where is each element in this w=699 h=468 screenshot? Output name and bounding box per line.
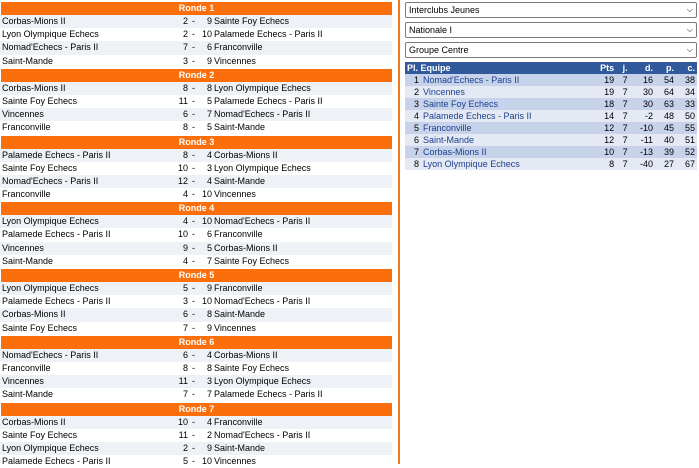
match-row	[0, 82, 392, 95]
games-played: 7	[616, 98, 629, 110]
position: 8	[405, 158, 421, 170]
score-separator: -	[192, 255, 195, 266]
home-score: 10	[177, 416, 188, 427]
score-separator: -	[192, 242, 195, 253]
match-row	[0, 295, 392, 308]
away-team: Nomad'Echecs - Paris II	[214, 296, 311, 307]
away-score: 8	[206, 309, 212, 320]
score-separator: -	[192, 442, 195, 453]
team-name[interactable]: Corbas-Mions II	[421, 146, 589, 158]
home-score: 7	[182, 322, 188, 333]
home-team: Lyon Olympique Echecs	[2, 216, 99, 227]
division-select[interactable]	[405, 22, 697, 38]
position: 6	[405, 134, 421, 146]
points: 10	[589, 146, 616, 158]
score-separator: -	[192, 362, 195, 373]
score-separator: -	[192, 283, 195, 293]
standings-panel	[405, 0, 697, 170]
points-for: 63	[655, 98, 676, 110]
points-for: 45	[655, 122, 676, 134]
score-separator: -	[192, 376, 195, 387]
away-team: Palamede Echecs - Paris II	[214, 29, 323, 40]
match-row	[0, 228, 392, 241]
home-team: Saint-Mande	[2, 55, 54, 66]
games-played: 7	[616, 122, 629, 134]
score-separator: -	[192, 162, 195, 173]
match-row	[0, 429, 392, 442]
position: 2	[405, 86, 421, 98]
games-played: 7	[616, 86, 629, 98]
home-team: Palamede Echecs - Paris II	[2, 149, 111, 160]
difference: -11	[630, 134, 655, 146]
position: 3	[405, 98, 421, 110]
position: 7	[405, 146, 421, 158]
away-score: 9	[206, 283, 212, 293]
score-separator: -	[192, 109, 195, 120]
away-team: Franconville	[214, 283, 263, 293]
group-select[interactable]	[405, 42, 697, 58]
home-team: Vincennes	[2, 242, 44, 253]
home-team: Corbas-Mions II	[2, 309, 66, 320]
home-score: 4	[182, 255, 188, 266]
score-separator: -	[192, 229, 195, 240]
match-row	[0, 215, 392, 228]
away-team: Franconville	[214, 42, 263, 53]
home-team: Palamede Echecs - Paris II	[2, 456, 111, 467]
points-against: 34	[676, 86, 697, 98]
away-team: Vincennes	[214, 55, 256, 66]
home-score: 6	[182, 309, 188, 320]
home-team: Franconville	[2, 362, 51, 373]
standings-row	[405, 146, 697, 158]
header-pts: Pts	[589, 62, 616, 74]
points-against: 51	[676, 134, 697, 146]
away-team: Saint-Mande	[214, 175, 266, 186]
away-score: 8	[206, 362, 212, 373]
score-separator: -	[192, 175, 195, 186]
points-for: 54	[655, 74, 676, 86]
round-header: Ronde 4	[1, 202, 392, 215]
home-score: 2	[182, 16, 188, 26]
away-team: Saint-Mande	[214, 442, 266, 453]
division-select-value: Nationale I	[409, 25, 453, 35]
competition-select[interactable]	[405, 2, 697, 18]
away-team: Saint-Mande	[214, 122, 266, 133]
points-for: 40	[655, 134, 676, 146]
points: 14	[589, 110, 616, 122]
away-score: 2	[206, 429, 212, 440]
away-score: 3	[206, 376, 212, 387]
games-played: 7	[616, 134, 629, 146]
difference: -10	[630, 122, 655, 134]
home-team: Saint-Mande	[2, 389, 54, 400]
home-score: 9	[182, 242, 188, 253]
home-score: 8	[182, 149, 188, 160]
match-row	[0, 416, 392, 429]
points-against: 52	[676, 146, 697, 158]
home-score: 5	[182, 283, 188, 293]
score-separator: -	[192, 149, 195, 160]
chevron-down-icon: ⌵	[686, 45, 693, 54]
home-score: 8	[182, 362, 188, 373]
match-row	[0, 388, 392, 401]
team-name[interactable]: Franconville	[421, 122, 589, 134]
difference: -13	[630, 146, 655, 158]
panel-divider	[398, 0, 400, 464]
home-team: Sainte Foy Echecs	[2, 95, 78, 106]
match-row	[0, 121, 392, 134]
away-score: 10	[201, 216, 212, 227]
away-score: 10	[201, 189, 212, 200]
position: 1	[405, 74, 421, 86]
home-team: Franconville	[2, 189, 51, 200]
away-score: 7	[206, 389, 212, 400]
home-score: 2	[182, 442, 188, 453]
away-team: Nomad'Echecs - Paris II	[214, 216, 311, 227]
home-team: Palamede Echecs - Paris II	[2, 296, 111, 307]
away-score: 6	[206, 229, 212, 240]
games-played: 7	[616, 146, 629, 158]
score-separator: -	[192, 322, 195, 333]
home-team: Saint-Mande	[2, 255, 54, 266]
match-row	[0, 322, 392, 335]
away-team: Franconville	[214, 416, 263, 427]
points: 18	[589, 98, 616, 110]
home-score: 7	[182, 389, 188, 400]
score-separator: -	[192, 429, 195, 440]
difference: -2	[630, 110, 655, 122]
home-score: 6	[182, 349, 188, 360]
match-row	[0, 349, 392, 362]
points-for: 64	[655, 86, 676, 98]
team-name[interactable]: Palamede Echecs - Paris II	[421, 110, 589, 122]
score-separator: -	[192, 309, 195, 320]
round-header: Ronde 3	[1, 136, 392, 149]
score-separator: -	[192, 389, 195, 400]
home-team: Sainte Foy Echecs	[2, 429, 78, 440]
chevron-down-icon: ⌵	[686, 5, 693, 14]
standings-row	[405, 134, 697, 146]
score-separator: -	[192, 216, 195, 227]
group-select-value: Groupe Centre	[409, 45, 469, 55]
points-for: 39	[655, 146, 676, 158]
team-name[interactable]: Vincennes	[421, 86, 589, 98]
match-row	[0, 162, 392, 175]
competition-select-value: Interclubs Jeunes	[409, 5, 480, 15]
score-separator: -	[192, 122, 195, 133]
home-team: Lyon Olympique Echecs	[2, 442, 99, 453]
header-d: d.	[630, 62, 655, 74]
home-score: 10	[177, 162, 188, 173]
match-row	[0, 41, 392, 54]
header-p: p.	[655, 62, 676, 74]
score-separator: -	[192, 95, 195, 106]
match-row	[0, 375, 392, 388]
points: 8	[589, 158, 616, 170]
away-score: 5	[206, 122, 212, 133]
home-team: Lyon Olympique Echecs	[2, 283, 99, 293]
standings-header-row	[405, 62, 697, 74]
away-score: 8	[206, 82, 212, 93]
points-against: 55	[676, 122, 697, 134]
position: 5	[405, 122, 421, 134]
away-team: Sainte Foy Echecs	[214, 16, 290, 26]
score-separator: -	[192, 456, 195, 467]
games-played: 7	[616, 110, 629, 122]
match-row	[0, 255, 392, 268]
away-score: 4	[206, 416, 212, 427]
match-row	[0, 188, 392, 201]
match-row	[0, 362, 392, 375]
home-score: 4	[182, 216, 188, 227]
away-team: Lyon Olympique Echecs	[214, 162, 311, 173]
standings-row	[405, 74, 697, 86]
score-separator: -	[192, 29, 195, 40]
away-score: 9	[206, 55, 212, 66]
home-score: 6	[182, 109, 188, 120]
away-score: 7	[206, 255, 212, 266]
away-score: 10	[201, 29, 212, 40]
match-row	[0, 15, 392, 28]
score-separator: -	[192, 416, 195, 427]
match-row	[0, 308, 392, 321]
round-header: Ronde 2	[1, 69, 392, 82]
away-score: 5	[206, 242, 212, 253]
away-team: Vincennes	[214, 189, 256, 200]
away-team: Lyon Olympique Echecs	[214, 376, 311, 387]
points-for: 48	[655, 110, 676, 122]
standings-row	[405, 98, 697, 110]
home-score: 7	[182, 42, 188, 53]
home-team: Palamede Echecs - Paris II	[2, 229, 111, 240]
match-row	[0, 442, 392, 455]
team-name[interactable]: Lyon Olympique Echecs	[421, 158, 589, 170]
away-team: Vincennes	[214, 322, 256, 333]
home-team: Lyon Olympique Echecs	[2, 29, 99, 40]
points-against: 50	[676, 110, 697, 122]
games-played: 7	[616, 74, 629, 86]
round-header: Ronde 5	[1, 269, 392, 282]
difference: 30	[630, 86, 655, 98]
home-score: 5	[182, 456, 188, 467]
standings-table	[405, 62, 697, 170]
home-score: 11	[178, 429, 188, 440]
away-team: Nomad'Echecs - Paris II	[214, 109, 311, 120]
points-against: 67	[676, 158, 697, 170]
away-score: 10	[201, 296, 212, 307]
position: 4	[405, 110, 421, 122]
away-team: Corbas-Mions II	[214, 149, 278, 160]
score-separator: -	[192, 42, 195, 53]
home-score: 11	[178, 376, 188, 387]
header-pl-equipe: Pl. Equipe	[405, 62, 589, 74]
points: 12	[589, 134, 616, 146]
away-score: 4	[206, 349, 212, 360]
team-name[interactable]: Saint-Mande	[421, 134, 589, 146]
match-row	[0, 108, 392, 121]
games-played: 7	[616, 158, 629, 170]
away-team: Palamede Echecs - Paris II	[214, 389, 323, 400]
points: 19	[589, 74, 616, 86]
away-score: 4	[206, 175, 212, 186]
home-team: Nomad'Echecs - Paris II	[2, 42, 99, 53]
home-team: Sainte Foy Echecs	[2, 322, 78, 333]
home-team: Vincennes	[2, 376, 44, 387]
home-team: Franconville	[2, 122, 51, 133]
away-team: Sainte Foy Echecs	[214, 362, 290, 373]
home-team: Corbas-Mions II	[2, 416, 66, 427]
away-score: 9	[206, 16, 212, 26]
difference: -40	[630, 158, 655, 170]
team-name[interactable]: Sainte Foy Echecs	[421, 98, 589, 110]
match-row	[0, 282, 392, 295]
score-separator: -	[192, 82, 195, 93]
team-name[interactable]: Nomad'Echecs - Paris II	[421, 74, 589, 86]
home-score: 3	[182, 296, 188, 307]
away-team: Saint-Mande	[214, 309, 266, 320]
home-team: Corbas-Mions II	[2, 82, 66, 93]
points-for: 27	[655, 158, 676, 170]
points: 12	[589, 122, 616, 134]
points-against: 33	[676, 98, 697, 110]
away-team: Lyon Olympique Echecs	[214, 82, 311, 93]
match-row	[0, 95, 392, 108]
home-score: 11	[178, 95, 188, 106]
home-score: 10	[177, 229, 188, 240]
match-row	[0, 175, 392, 188]
away-score: 3	[206, 162, 212, 173]
away-team: Nomad'Echecs - Paris II	[214, 429, 311, 440]
away-team: Palamede Echecs - Paris II	[214, 95, 323, 106]
away-score: 7	[206, 109, 212, 120]
home-score: 8	[182, 122, 188, 133]
points-against: 38	[676, 74, 697, 86]
round-header: Ronde 7	[1, 403, 392, 416]
away-score: 9	[206, 322, 212, 333]
home-score: 4	[182, 189, 188, 200]
away-team: Vincennes	[214, 456, 256, 467]
home-score: 3	[182, 55, 188, 66]
chevron-down-icon: ⌵	[686, 25, 693, 34]
home-score: 12	[177, 175, 188, 186]
match-row	[0, 149, 392, 162]
away-score: 5	[206, 95, 212, 106]
away-score: 10	[201, 456, 212, 467]
standings-row	[405, 158, 697, 170]
home-team: Nomad'Echecs - Paris II	[2, 349, 99, 360]
header-j: j.	[616, 62, 629, 74]
round-header: Ronde 1	[1, 2, 392, 15]
match-row	[0, 55, 392, 68]
standings-row	[405, 86, 697, 98]
home-team: Sainte Foy Echecs	[2, 162, 78, 173]
home-team: Corbas-Mions II	[2, 16, 66, 26]
match-row	[0, 242, 392, 255]
points: 19	[589, 86, 616, 98]
away-team: Sainte Foy Echecs	[214, 255, 290, 266]
home-score: 2	[182, 29, 188, 40]
score-separator: -	[192, 189, 195, 200]
header-c: c.	[676, 62, 697, 74]
away-score: 4	[206, 149, 212, 160]
away-team: Franconville	[214, 229, 263, 240]
away-score: 9	[206, 442, 212, 453]
round-header: Ronde 6	[1, 336, 392, 349]
score-separator: -	[192, 16, 195, 26]
away-score: 6	[206, 42, 212, 53]
score-separator: -	[192, 296, 195, 307]
standings-row	[405, 110, 697, 122]
score-separator: -	[192, 349, 195, 360]
home-team: Vincennes	[2, 109, 44, 120]
score-separator: -	[192, 55, 195, 66]
standings-row	[405, 122, 697, 134]
match-row	[0, 455, 392, 468]
match-row	[0, 28, 392, 41]
away-team: Corbas-Mions II	[214, 242, 278, 253]
difference: 30	[630, 98, 655, 110]
home-team: Nomad'Echecs - Paris II	[2, 175, 99, 186]
home-score: 8	[182, 82, 188, 93]
away-team: Corbas-Mions II	[214, 349, 278, 360]
difference: 16	[630, 74, 655, 86]
